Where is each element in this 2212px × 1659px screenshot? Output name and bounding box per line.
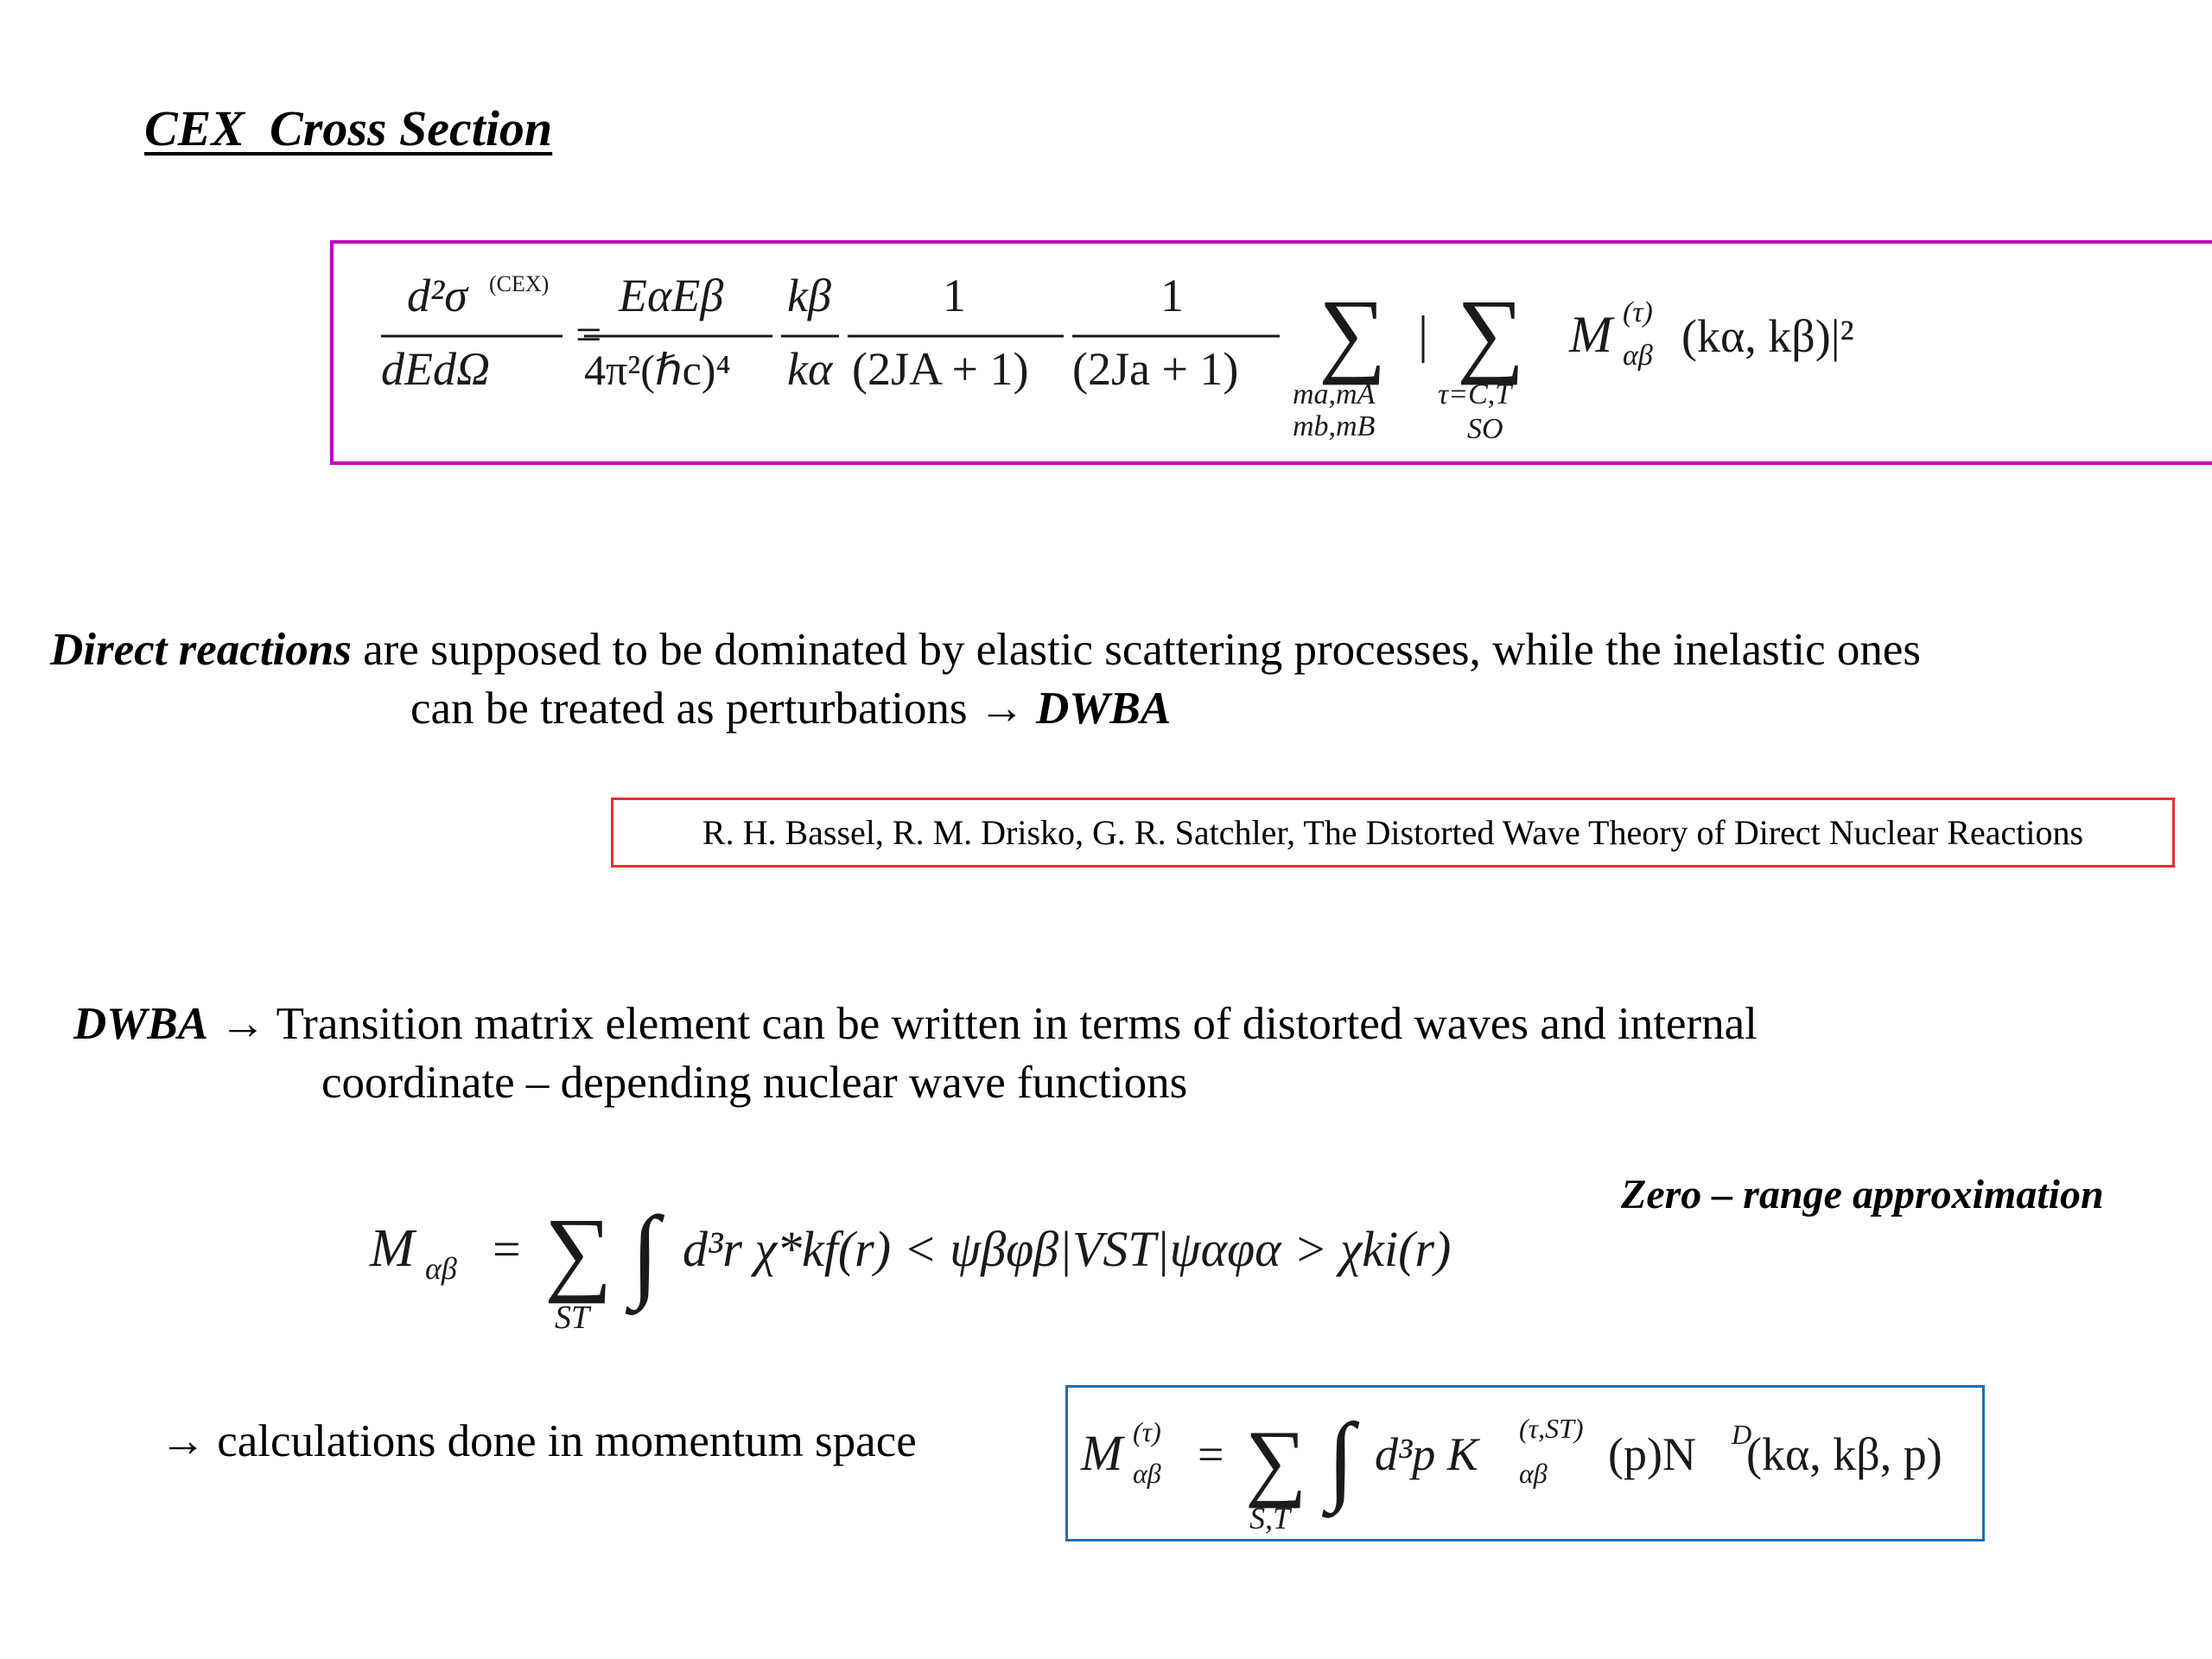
momentum-equation: [1068, 1388, 1982, 1539]
direct-reactions-term: Direct reactions: [50, 625, 352, 675]
mt-equals-sign: =: [1198, 1428, 1224, 1480]
direct-reactions-text: are supposed to be dominated by elastic scattering processes, while the inelastic ones: [351, 625, 1922, 675]
lhs-denominator: dEdΩ: [381, 343, 491, 395]
m-sum-subscript: ST: [555, 1300, 590, 1336]
mt-sum-symbol: ∑: [1245, 1413, 1307, 1509]
m-sum-symbol: ∑: [544, 1198, 613, 1304]
direct-reactions-line-1: [50, 624, 1921, 676]
mt-lhs-symbol: M: [1081, 1425, 1123, 1481]
mt-lhs-superscript: (τ): [1133, 1416, 1161, 1447]
m-equals-sign: =: [493, 1221, 521, 1277]
dwba-description: → Transition matrix element can be written in terms of distorted waves and internal: [208, 999, 1758, 1049]
reference-box: [611, 798, 2175, 868]
slide-title: CEX Cross Section: [144, 100, 553, 156]
m-lhs-subscript: αβ: [425, 1251, 457, 1286]
f1-numerator: EαEβ: [619, 270, 724, 321]
sum-symbol-2: ∑: [1457, 280, 1525, 385]
zero-range-label: Zero – range approximation: [1621, 1172, 2104, 1217]
sum1-subscript-bottom: mb,mB: [1293, 410, 1376, 442]
matrix-element-subscript: αβ: [1623, 340, 1653, 372]
matrix-element-symbol: M: [1569, 306, 1612, 363]
f3-numerator: 1: [943, 270, 966, 321]
mt-integrand-start: d³p K: [1375, 1428, 1478, 1480]
sum-symbol-1: ∑: [1319, 280, 1387, 385]
equals-sign: =: [575, 308, 602, 360]
f1-denominator: 4π²(ℏc)⁴: [584, 346, 731, 394]
sum1-subscript-top: ma,mA: [1293, 378, 1376, 410]
dwba-line-1: [73, 998, 1758, 1050]
dwba-line-2: [321, 1057, 1187, 1109]
momentum-space-line: → calculations done in momentum space: [160, 1416, 917, 1466]
dwba-term: DWBA: [1036, 683, 1172, 734]
matrix-element-args: (kα, kβ)|²: [1681, 310, 1854, 362]
lhs-numerator: d²σ: [407, 270, 467, 321]
perturbations-text: can be treated as perturbations →: [410, 683, 1037, 734]
m-lhs-symbol: M: [370, 1219, 415, 1278]
mt-lhs-subscript: αβ: [1133, 1458, 1161, 1489]
abs-bar-left: |: [1418, 306, 1429, 363]
f4-denominator: (2Ja + 1): [1072, 343, 1239, 395]
f2-denominator: kα: [787, 343, 833, 395]
mt-kernel-subscript: αβ: [1519, 1458, 1548, 1489]
m-integrand: d³r χ*kf(r) < ψβφβ|VST|ψαφα > χki(r): [683, 1221, 1452, 1277]
dwba-lead-term: DWBA: [73, 999, 209, 1049]
f4-numerator: 1: [1160, 270, 1184, 321]
mt-kernel-superscript: (τ,ST): [1519, 1413, 1584, 1444]
reference-citation: R. H. Bassel, R. M. Drisko, G. R. Satchler, The Distorted Wave Theory of Direct Nuclear Reactions: [702, 813, 2084, 852]
m-integral-symbol: ∫: [631, 1195, 659, 1310]
matrix-element-equation: [363, 1179, 1555, 1344]
mt-integral-symbol: ∫: [1327, 1403, 1355, 1513]
mt-integrand-mid: (p)N: [1608, 1428, 1696, 1480]
mt-nd-superscript: D: [1732, 1419, 1752, 1450]
f2-numerator: kβ: [787, 270, 831, 321]
matrix-element-superscript: (τ): [1623, 296, 1653, 328]
cex-equation-box: [330, 240, 2212, 465]
sum2-subscript-bottom: SO: [1467, 413, 1503, 445]
lhs-superscript: (CEX): [489, 271, 550, 296]
dwba-description-continued: coordinate – depending nuclear wave functions: [321, 1058, 1188, 1108]
mt-integrand-end: (kα, kβ, p): [1746, 1428, 1942, 1480]
mt-sum-subscript: S,T: [1249, 1501, 1291, 1535]
sum2-subscript-top: τ=C,T: [1438, 378, 1512, 410]
cex-equation: [334, 244, 2212, 461]
direct-reactions-line-2: [410, 683, 1171, 734]
f3-denominator: (2JA + 1): [852, 343, 1029, 395]
momentum-equation-box: [1065, 1385, 1985, 1541]
